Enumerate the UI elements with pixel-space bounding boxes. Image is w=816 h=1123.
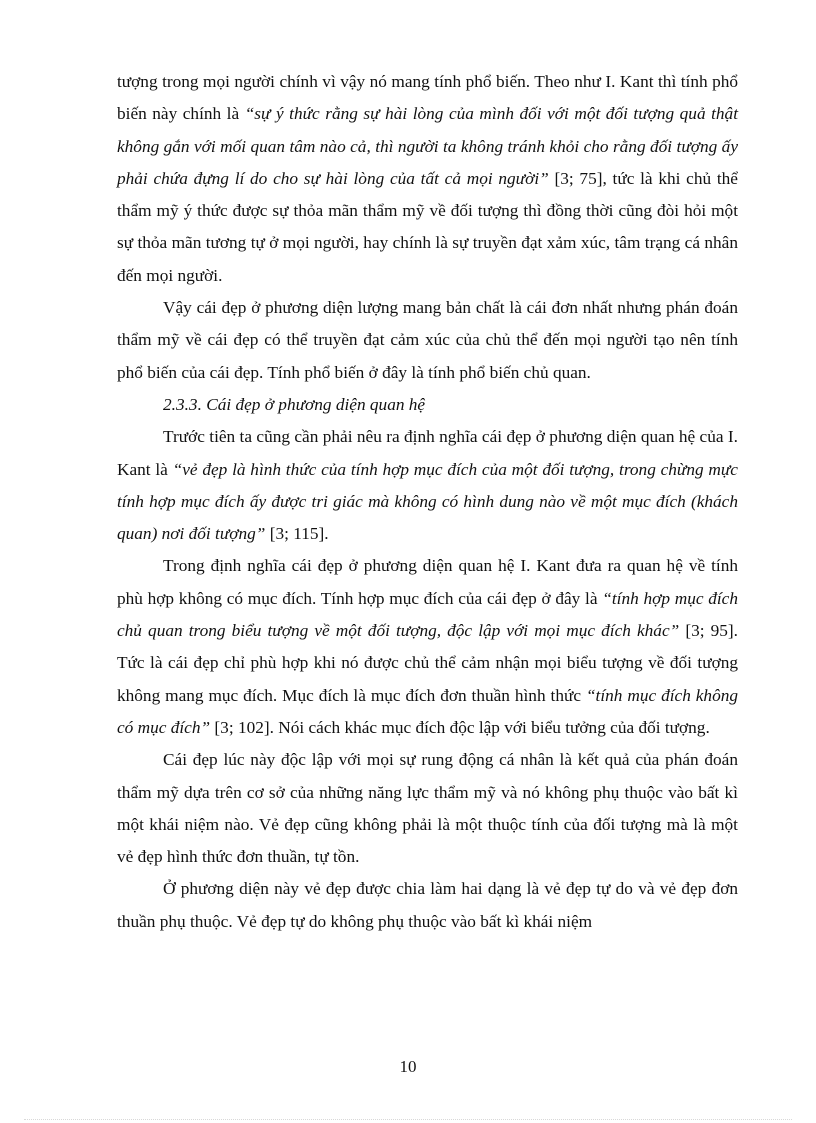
text-run: Trước tiên ta cũng cần phải nêu ra định nghĩa cái đẹp ở phương diện quan hệ của I. Kant là xyxy=(117,427,738,479)
text-run: Trong định nghĩa cái đẹp ở phương diện quan hệ I. Kant đưa ra quan hệ về tính phù hợp không có mục đích. Tính hợp mục đích của cái đẹp ở đây là xyxy=(117,556,738,608)
document-page xyxy=(117,66,738,938)
paragraph xyxy=(117,292,738,389)
text-run: Cái đẹp lúc này độc lập với mọi sự rung động cá nhân là kết quả của phán đoán thẩm mỹ dựa trên cơ sở của những năng lực thẩm mỹ và nó không phụ thuộc vào bất kì một khái niệm nào. Vẻ đẹp cũng không phải là một thuộc tính của đối tượng mà là một vẻ đẹp hình thức đơn thuần, tự tồn. xyxy=(117,750,738,867)
kant-quote: “tính mục đích không có mục đích” xyxy=(117,685,738,737)
text-run: Ở phương diện này vẻ đẹp được chia làm hai dạng là vẻ đẹp tự do và vẻ đẹp đơn thuần phụ thuộc. Vẻ đẹp tự do không phụ thuộc vào bất kì khái niệm xyxy=(117,879,738,931)
text-run: [3; 75], tức là khi chủ thể thẩm mỹ ý thức được sự thỏa mãn thẩm mỹ về đối tượng thì đồng thời cũng đòi hỏi một sự thỏa mãn tương tự ở mọi người, hay chính là sự truyền đạt xảm xúc, tâm trạng cá nhân đến mọi người. xyxy=(117,168,738,285)
kant-quote: “tính hợp mục đích chủ quan trong biểu tượng về một đối tượng, độc lập với mọi mục đích khác” xyxy=(117,588,738,641)
paragraph xyxy=(117,744,738,873)
section-heading: 2.3.3. Cái đẹp ở phương diện quan hệ xyxy=(163,394,426,414)
text-run: [3; 115]. xyxy=(265,524,329,544)
kant-quote: “vẻ đẹp là hình thức của tính hợp mục đích của một đối tượng, trong chừng mực tính hợp mục đích ấy được tri giác mà không có hình dung nào về một mục đích (khách quan) nơi đối tượng” xyxy=(117,459,738,544)
text-run: [3; 95]. Tức là cái đẹp chỉ phù hợp khi nó được chủ thể cảm nhận mọi biểu tượng về đối tượng không mang mục đích. Mục đích là mục đích đơn thuần hình thức xyxy=(117,621,738,705)
paragraph xyxy=(117,550,738,744)
text-run: tượng trong mọi người chính vì vậy nó mang tính phổ biến. Theo như I. Kant thì tính phổ biến này chính là xyxy=(117,72,738,124)
page-bottom-divider xyxy=(24,1119,792,1120)
text-run: [3; 102]. Nói cách khác mục đích độc lập với biểu tưởng của đối tượng. xyxy=(210,717,710,737)
page-number: 10 xyxy=(399,1057,417,1076)
paragraph xyxy=(117,873,738,938)
kant-quote: “sự ý thức rằng sự hài lòng của mình đối với một đối tượng quả thật không gắn với mối quan tâm nào cả, thì người ta không tránh khỏi cho rằng đối tượng ấy phải chứa đựng lí do cho sự hài lòng của tất cả mọi người” xyxy=(117,104,738,188)
paragraph-continued xyxy=(117,66,738,292)
paragraph xyxy=(117,421,738,550)
text-run: Vậy cái đẹp ở phương diện lượng mang bản chất là cái đơn nhất nhưng phán đoán thẩm mỹ về cái đẹp có thể truyền đạt cảm xúc của chủ thể đến mọi người tạo nên tính phổ biến của cái đẹp. Tính phổ biến ở đây là tính phổ biến chủ quan. xyxy=(117,298,738,382)
